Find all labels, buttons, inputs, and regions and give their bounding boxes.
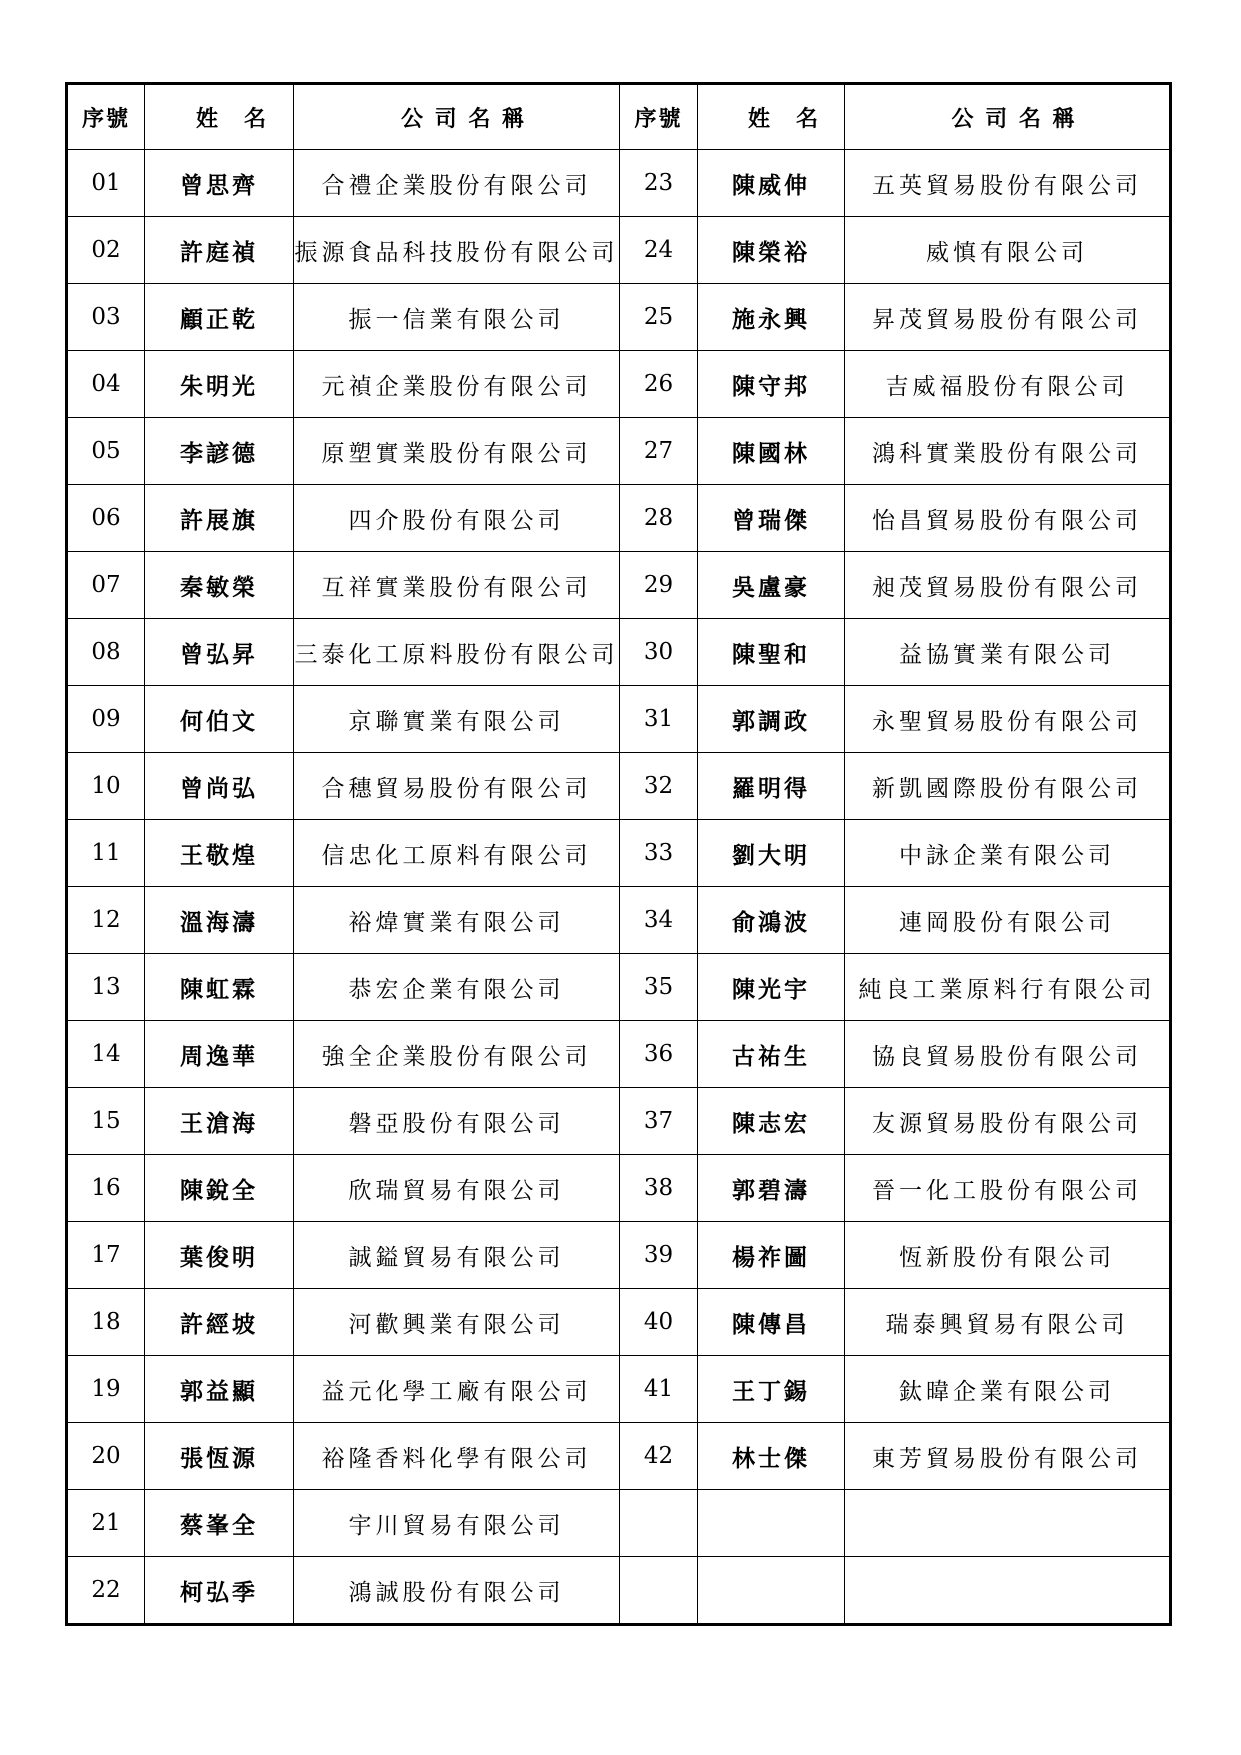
table-row bbox=[67, 1423, 1171, 1490]
right-name-cell: 陳聖和 bbox=[698, 619, 845, 686]
right-name-cell: 郭碧濤 bbox=[698, 1155, 845, 1222]
right-company-cell: 協良貿易股份有限公司 bbox=[845, 1021, 1171, 1088]
left-name-cell: 許展旗 bbox=[145, 485, 294, 552]
right-company-cell: 中詠企業有限公司 bbox=[845, 820, 1171, 887]
right-name-cell: 羅明得 bbox=[698, 753, 845, 820]
right-name-cell: 陳光宇 bbox=[698, 954, 845, 1021]
left-name-cell: 顧正乾 bbox=[145, 284, 294, 351]
right-seq-cell: 24 bbox=[620, 217, 698, 284]
left-seq-cell: 09 bbox=[67, 686, 145, 753]
left-name-cell: 曾弘昇 bbox=[145, 619, 294, 686]
right-seq-cell: 34 bbox=[620, 887, 698, 954]
right-seq-cell: 33 bbox=[620, 820, 698, 887]
right-company-cell: 鈦暐企業有限公司 bbox=[845, 1356, 1171, 1423]
left-seq-cell: 08 bbox=[67, 619, 145, 686]
left-seq-cell: 06 bbox=[67, 485, 145, 552]
left-company-cell: 裕隆香料化學有限公司 bbox=[294, 1423, 620, 1490]
right-seq-cell: 30 bbox=[620, 619, 698, 686]
member-roster-table bbox=[65, 82, 1172, 1626]
right-company-cell: 益協實業有限公司 bbox=[845, 619, 1171, 686]
right-seq-cell: 41 bbox=[620, 1356, 698, 1423]
right-name-cell: 俞鴻波 bbox=[698, 887, 845, 954]
table-row bbox=[67, 887, 1171, 954]
left-seq-cell: 14 bbox=[67, 1021, 145, 1088]
right-seq-cell: 25 bbox=[620, 284, 698, 351]
right-seq-cell: 37 bbox=[620, 1088, 698, 1155]
header-company-left: 公 司 名 稱 bbox=[294, 84, 620, 150]
table-row bbox=[67, 1289, 1171, 1356]
left-company-cell: 鴻誠股份有限公司 bbox=[294, 1557, 620, 1625]
left-company-cell: 京聯實業有限公司 bbox=[294, 686, 620, 753]
right-name-cell: 施永興 bbox=[698, 284, 845, 351]
header-name-left: 姓 名 bbox=[145, 84, 294, 150]
right-name-cell bbox=[698, 1490, 845, 1557]
left-seq-cell: 07 bbox=[67, 552, 145, 619]
right-seq-cell: 31 bbox=[620, 686, 698, 753]
right-name-cell: 郭調政 bbox=[698, 686, 845, 753]
header-seq-right: 序號 bbox=[620, 84, 698, 150]
right-seq-cell: 39 bbox=[620, 1222, 698, 1289]
left-name-cell: 郭益顯 bbox=[145, 1356, 294, 1423]
left-seq-cell: 11 bbox=[67, 820, 145, 887]
right-seq-cell bbox=[620, 1557, 698, 1625]
right-name-cell: 陳威伸 bbox=[698, 150, 845, 217]
left-company-cell: 宇川貿易有限公司 bbox=[294, 1490, 620, 1557]
right-seq-cell: 29 bbox=[620, 552, 698, 619]
left-name-cell: 蔡峯全 bbox=[145, 1490, 294, 1557]
right-company-cell bbox=[845, 1557, 1171, 1625]
right-name-cell: 林士傑 bbox=[698, 1423, 845, 1490]
left-company-cell: 元禎企業股份有限公司 bbox=[294, 351, 620, 418]
table-row bbox=[67, 1088, 1171, 1155]
left-seq-cell: 02 bbox=[67, 217, 145, 284]
left-name-cell: 陳銳全 bbox=[145, 1155, 294, 1222]
right-company-cell: 恆新股份有限公司 bbox=[845, 1222, 1171, 1289]
left-name-cell: 張恆源 bbox=[145, 1423, 294, 1490]
left-company-cell: 強全企業股份有限公司 bbox=[294, 1021, 620, 1088]
left-company-cell: 欣瑞貿易有限公司 bbox=[294, 1155, 620, 1222]
left-company-cell: 振一信業有限公司 bbox=[294, 284, 620, 351]
right-company-cell: 連岡股份有限公司 bbox=[845, 887, 1171, 954]
left-name-cell: 曾思齊 bbox=[145, 150, 294, 217]
table-row bbox=[67, 1557, 1171, 1625]
header-name-right: 姓 名 bbox=[698, 84, 845, 150]
table-row bbox=[67, 1356, 1171, 1423]
table-row bbox=[67, 418, 1171, 485]
right-name-cell: 陳守邦 bbox=[698, 351, 845, 418]
left-name-cell: 柯弘季 bbox=[145, 1557, 294, 1625]
table-row bbox=[67, 1222, 1171, 1289]
left-name-cell: 王滄海 bbox=[145, 1088, 294, 1155]
right-company-cell: 東芳貿易股份有限公司 bbox=[845, 1423, 1171, 1490]
right-seq-cell: 38 bbox=[620, 1155, 698, 1222]
left-company-cell: 河歡興業有限公司 bbox=[294, 1289, 620, 1356]
right-name-cell: 劉大明 bbox=[698, 820, 845, 887]
header-row bbox=[67, 84, 1171, 150]
table-row bbox=[67, 485, 1171, 552]
right-name-cell: 陳傳昌 bbox=[698, 1289, 845, 1356]
right-seq-cell: 23 bbox=[620, 150, 698, 217]
table-row bbox=[67, 753, 1171, 820]
left-company-cell: 信忠化工原料有限公司 bbox=[294, 820, 620, 887]
left-seq-cell: 19 bbox=[67, 1356, 145, 1423]
table-row bbox=[67, 686, 1171, 753]
table-row bbox=[67, 552, 1171, 619]
table-row bbox=[67, 351, 1171, 418]
right-company-cell: 鴻科實業股份有限公司 bbox=[845, 418, 1171, 485]
right-name-cell: 吳盧豪 bbox=[698, 552, 845, 619]
table-row bbox=[67, 150, 1171, 217]
left-company-cell: 益元化學工廠有限公司 bbox=[294, 1356, 620, 1423]
table-row bbox=[67, 284, 1171, 351]
table-row bbox=[67, 619, 1171, 686]
left-name-cell: 周逸華 bbox=[145, 1021, 294, 1088]
left-name-cell: 葉俊明 bbox=[145, 1222, 294, 1289]
left-company-cell: 合穗貿易股份有限公司 bbox=[294, 753, 620, 820]
right-name-cell: 陳志宏 bbox=[698, 1088, 845, 1155]
left-company-cell: 三泰化工原料股份有限公司 bbox=[294, 619, 620, 686]
right-name-cell: 王丁錫 bbox=[698, 1356, 845, 1423]
right-company-cell: 友源貿易股份有限公司 bbox=[845, 1088, 1171, 1155]
left-seq-cell: 03 bbox=[67, 284, 145, 351]
left-name-cell: 王敬煌 bbox=[145, 820, 294, 887]
left-company-cell: 原塑實業股份有限公司 bbox=[294, 418, 620, 485]
header-company-right: 公 司 名 稱 bbox=[845, 84, 1171, 150]
right-name-cell: 陳國林 bbox=[698, 418, 845, 485]
left-name-cell: 陳虹霖 bbox=[145, 954, 294, 1021]
right-seq-cell: 28 bbox=[620, 485, 698, 552]
right-seq-cell: 27 bbox=[620, 418, 698, 485]
header-seq-left: 序號 bbox=[67, 84, 145, 150]
left-seq-cell: 04 bbox=[67, 351, 145, 418]
right-seq-cell: 40 bbox=[620, 1289, 698, 1356]
right-company-cell: 五英貿易股份有限公司 bbox=[845, 150, 1171, 217]
table-row bbox=[67, 820, 1171, 887]
right-name-cell bbox=[698, 1557, 845, 1625]
left-seq-cell: 05 bbox=[67, 418, 145, 485]
right-company-cell: 怡昌貿易股份有限公司 bbox=[845, 485, 1171, 552]
left-name-cell: 秦敏榮 bbox=[145, 552, 294, 619]
left-seq-cell: 13 bbox=[67, 954, 145, 1021]
left-name-cell: 溫海濤 bbox=[145, 887, 294, 954]
left-name-cell: 何伯文 bbox=[145, 686, 294, 753]
right-name-cell: 古祐生 bbox=[698, 1021, 845, 1088]
table-row bbox=[67, 954, 1171, 1021]
right-seq-cell: 26 bbox=[620, 351, 698, 418]
right-company-cell: 新凱國際股份有限公司 bbox=[845, 753, 1171, 820]
right-company-cell: 昇茂貿易股份有限公司 bbox=[845, 284, 1171, 351]
right-name-cell: 陳榮裕 bbox=[698, 217, 845, 284]
left-seq-cell: 01 bbox=[67, 150, 145, 217]
left-seq-cell: 20 bbox=[67, 1423, 145, 1490]
table-row bbox=[67, 1155, 1171, 1222]
right-seq-cell: 32 bbox=[620, 753, 698, 820]
left-seq-cell: 21 bbox=[67, 1490, 145, 1557]
right-company-cell bbox=[845, 1490, 1171, 1557]
left-name-cell: 許庭禎 bbox=[145, 217, 294, 284]
left-name-cell: 許經坡 bbox=[145, 1289, 294, 1356]
left-seq-cell: 12 bbox=[67, 887, 145, 954]
left-seq-cell: 15 bbox=[67, 1088, 145, 1155]
left-company-cell: 恭宏企業有限公司 bbox=[294, 954, 620, 1021]
right-company-cell: 晉一化工股份有限公司 bbox=[845, 1155, 1171, 1222]
table-row bbox=[67, 1021, 1171, 1088]
left-seq-cell: 16 bbox=[67, 1155, 145, 1222]
left-company-cell: 合禮企業股份有限公司 bbox=[294, 150, 620, 217]
right-company-cell: 吉威福股份有限公司 bbox=[845, 351, 1171, 418]
left-name-cell: 朱明光 bbox=[145, 351, 294, 418]
left-name-cell: 李諺德 bbox=[145, 418, 294, 485]
right-name-cell: 楊祚圖 bbox=[698, 1222, 845, 1289]
left-company-cell: 磐亞股份有限公司 bbox=[294, 1088, 620, 1155]
roster-body bbox=[67, 150, 1171, 1625]
left-name-cell: 曾尚弘 bbox=[145, 753, 294, 820]
left-seq-cell: 17 bbox=[67, 1222, 145, 1289]
right-seq-cell: 42 bbox=[620, 1423, 698, 1490]
right-seq-cell: 35 bbox=[620, 954, 698, 1021]
right-seq-cell bbox=[620, 1490, 698, 1557]
left-company-cell: 振源食品科技股份有限公司 bbox=[294, 217, 620, 284]
right-company-cell: 昶茂貿易股份有限公司 bbox=[845, 552, 1171, 619]
right-company-cell: 瑞泰興貿易有限公司 bbox=[845, 1289, 1171, 1356]
left-seq-cell: 18 bbox=[67, 1289, 145, 1356]
left-company-cell: 四介股份有限公司 bbox=[294, 485, 620, 552]
table-row bbox=[67, 217, 1171, 284]
table-row bbox=[67, 1490, 1171, 1557]
left-seq-cell: 22 bbox=[67, 1557, 145, 1625]
left-company-cell: 互祥實業股份有限公司 bbox=[294, 552, 620, 619]
right-company-cell: 永聖貿易股份有限公司 bbox=[845, 686, 1171, 753]
right-company-cell: 威慎有限公司 bbox=[845, 217, 1171, 284]
right-seq-cell: 36 bbox=[620, 1021, 698, 1088]
right-name-cell: 曾瑞傑 bbox=[698, 485, 845, 552]
left-seq-cell: 10 bbox=[67, 753, 145, 820]
left-company-cell: 誠鎰貿易有限公司 bbox=[294, 1222, 620, 1289]
right-company-cell: 純良工業原料行有限公司 bbox=[845, 954, 1171, 1021]
left-company-cell: 裕煒實業有限公司 bbox=[294, 887, 620, 954]
